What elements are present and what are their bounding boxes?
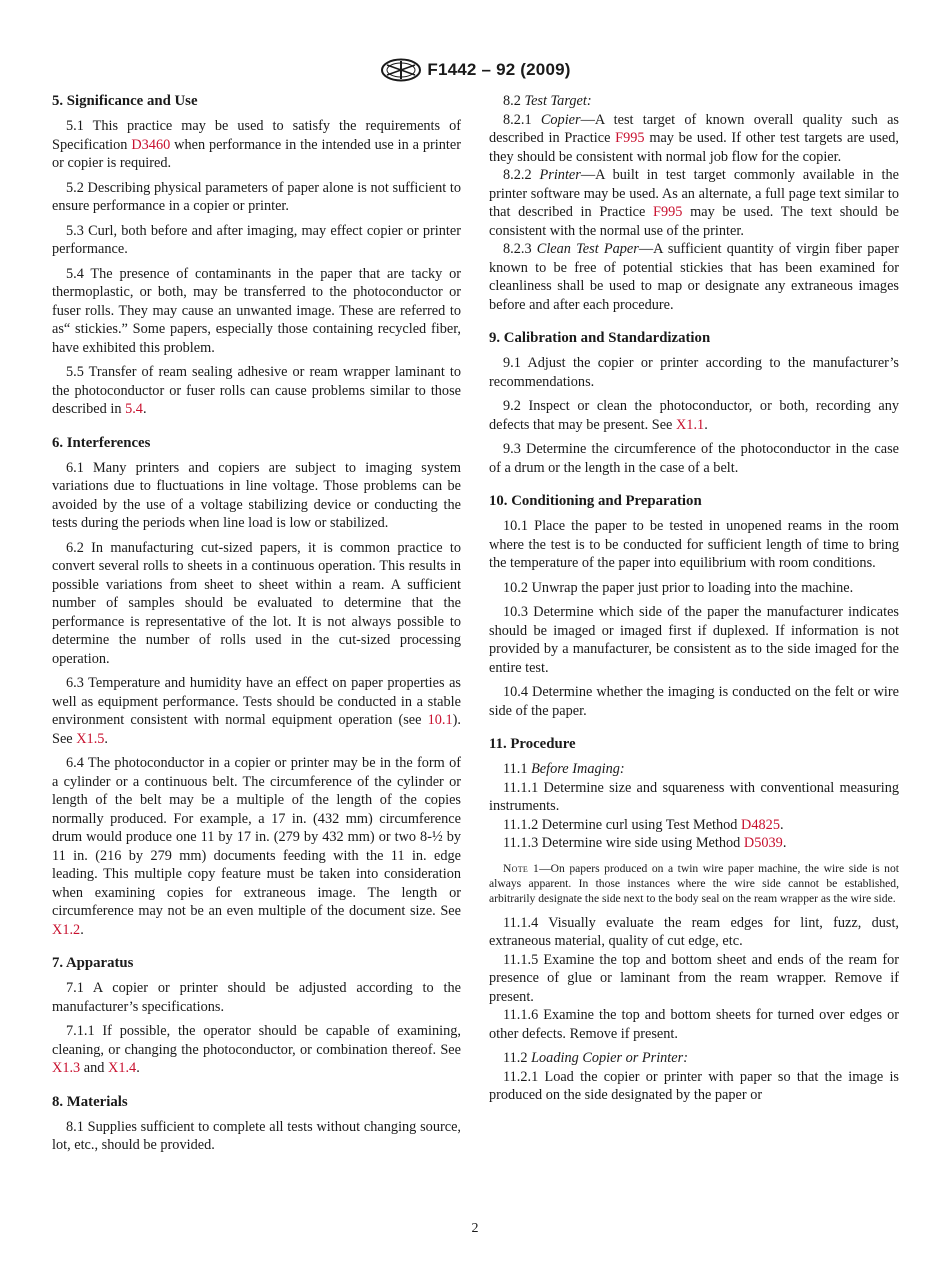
paragraph-10-3: 10.3 Determine which side of the paper the manufacturer indicates should be imaged or imaged first if duplexed. If information is not provided by a manufacturer, be consistent as to the side imaged for the entire test. xyxy=(489,604,899,676)
text: . xyxy=(136,1060,140,1076)
paragraph-8-2-1 xyxy=(489,111,899,167)
link-x1-4[interactable]: X1.4 xyxy=(108,1060,137,1076)
section-heading: 11. Procedure xyxy=(489,736,576,752)
text: 8.2.1 xyxy=(503,111,541,128)
section-8 xyxy=(52,1093,461,1155)
text: 5.5 Transfer of ream sealing adhesive or ream wrapper laminant to the photoconductor or fuser rolls can cause problems similar to those described in xyxy=(52,364,461,417)
text: may be used. The text should be consistent with the normal use of the printer. xyxy=(489,204,899,239)
section-heading: 10. Conditioning and Preparation xyxy=(489,493,702,509)
text: . xyxy=(704,416,708,433)
section-9 xyxy=(489,329,899,477)
italic-term: Loading Copier or Printer: xyxy=(531,1050,688,1066)
right-column xyxy=(489,92,899,1120)
text: —A test target of known overall quality such as described in Practice xyxy=(489,111,899,146)
paragraph-8-2-3 xyxy=(489,240,899,314)
text: . xyxy=(779,816,784,833)
page-number: 2 xyxy=(471,1221,479,1236)
paragraph-10-2: 10.2 Unwrap the paper just prior to loading into the machine. xyxy=(503,579,854,596)
link-d5039[interactable]: D5039 xyxy=(743,835,783,851)
astm-logo-icon xyxy=(379,58,423,82)
paragraph-11-1 xyxy=(489,760,899,779)
note-1 xyxy=(489,861,899,906)
text: 11.2 xyxy=(503,1050,532,1066)
link-x1-3[interactable]: X1.3 xyxy=(52,1060,81,1076)
link-f995[interactable]: F995 xyxy=(615,130,645,146)
text: . xyxy=(782,835,787,851)
text: and xyxy=(80,1060,108,1076)
section-8-continued xyxy=(489,92,899,314)
section-7 xyxy=(52,954,461,1078)
link-10-1[interactable]: 10.1 xyxy=(427,712,453,728)
paragraph-6-2: 6.2 In manufacturing cut-sized papers, it is common practice to convert several rolls to sheets in a continuous operation. This results in possible variations from sheet to sheet within a ream. A sufficient number of samples should be evaluated to determine that the performance is representative of the lot. It is not always possible to determine the number of rolls used in the cut-sized processing operation. xyxy=(52,539,461,667)
text: —A sufficient quantity of virgin fiber paper known to be free of potential stickies that has been examined for cleanliness shall be used to map or designate any extraneous images before and after each procedure. xyxy=(489,241,899,313)
link-5-4[interactable]: 5.4 xyxy=(125,401,143,417)
text: 11.1.3 Determine wire side using Method xyxy=(503,835,744,851)
paragraph-6-1: 6.1 Many printers and copiers are subject to imaging system variations due to fluctuations in line voltage. Those problems can be avoided by the use of a voltage stabilizing device or conducting the tests during the periods when line load is low or stabilized. xyxy=(52,459,461,531)
text: . xyxy=(104,730,108,747)
paragraph-5-3: 5.3 Curl, both before and after imaging, may effect copier or printer performance. xyxy=(52,222,461,257)
paragraph-5-2: 5.2 Describing physical parameters of paper alone is not sufficient to ensure performance in a copier or printer. xyxy=(52,179,461,214)
text: . xyxy=(142,401,147,417)
paragraph-11-1-1: 11.1.1 Determine size and squareness with conventional measuring instruments. xyxy=(489,779,899,814)
italic-term: Printer xyxy=(539,167,581,183)
paragraph-8-2-2 xyxy=(489,166,899,240)
paragraph-11-2 xyxy=(489,1049,899,1068)
paragraph-5-1 xyxy=(52,117,461,173)
paragraph-11-1-2 xyxy=(489,816,899,835)
link-d3460[interactable]: D3460 xyxy=(131,136,171,153)
note-label: Note 1 xyxy=(503,861,540,875)
section-heading: 9. Calibration and Standardization xyxy=(489,330,711,346)
text: . xyxy=(80,921,84,938)
text: 11.1.2 Determine curl using Test Method xyxy=(503,816,742,833)
text: 8.2.3 xyxy=(503,241,537,257)
text: 11.1 xyxy=(503,761,532,777)
paragraph-5-4: 5.4 The presence of contaminants in the paper that are tacky or thermoplastic, or both, may be transferred to the photoconductor or fuser rolls. They may cause an unwanted image. These are referred to as“ stickies.” Some papers, especially those containing recycled fiber, have exhibited this problem. xyxy=(52,265,461,356)
section-11 xyxy=(489,735,899,1105)
paragraph-6-4 xyxy=(52,754,461,939)
paragraph-9-1: 9.1 Adjust the copier or printer according to the manufacturer’s recommendations. xyxy=(489,355,899,390)
paragraph-11-1-3 xyxy=(489,834,899,853)
paragraph-7-1-1 xyxy=(52,1022,461,1078)
document-id: F1442 – 92 (2009) xyxy=(427,60,571,79)
link-d4825[interactable]: D4825 xyxy=(741,816,780,833)
section-heading: 5. Significance and Use xyxy=(52,93,198,109)
paragraph-7-1: 7.1 A copier or printer should be adjusted according to the manufacturer’s specifications. xyxy=(52,980,461,1015)
italic-term: Before Imaging: xyxy=(531,761,625,777)
italic-term: Test Target: xyxy=(524,93,592,109)
section-heading: 8. Materials xyxy=(52,1093,128,1110)
page-header xyxy=(0,58,950,82)
note-text: —On papers produced on a twin wire paper machine, the wire side is not always apparent. In those instances where the wire side cannot be established, arbitrarily designate the side next to the body seal on the ream wrapper as the wire side. xyxy=(489,861,899,905)
paragraph-5-5 xyxy=(52,363,461,419)
paragraph-10-1: 10.1 Place the paper to be tested in unopened reams in the room where the test is to be conducted for sufficient length of time to bring the temperature of the paper into equilibrium with room conditions. xyxy=(489,518,899,571)
paragraph-6-3 xyxy=(52,674,461,748)
italic-term: Clean Test Paper xyxy=(536,241,639,257)
section-heading: 7. Apparatus xyxy=(52,955,134,971)
section-10 xyxy=(489,492,899,720)
paragraph-10-4: 10.4 Determine whether the imaging is conducted on the felt or wire side of the paper. xyxy=(489,684,899,719)
paragraph-11-1-5: 11.1.5 Examine the top and bottom sheet and ends of the ream for presence of glue or laminant from the ream wrapper. Remove if present. xyxy=(489,951,899,1005)
link-x1-5[interactable]: X1.5 xyxy=(76,730,105,747)
italic-term: Copier xyxy=(540,111,581,128)
text: when performance in the intended use in a printer or copier is required. xyxy=(52,136,461,171)
section-6 xyxy=(52,434,461,940)
text: 7.1.1 If possible, the operator should be capable of examining, cleaning, or changing the photoconductor, or combination thereof. See xyxy=(52,1023,461,1058)
text: 8.2 xyxy=(503,93,525,109)
paragraph-9-3: 9.3 Determine the circumference of the photoconductor in the case of a drum or the length in the case of a belt. xyxy=(489,441,899,476)
paragraph-9-2 xyxy=(489,397,899,434)
text: 8.2.2 xyxy=(503,167,540,183)
text: 6.4 The photoconductor in a copier or printer may be in the form of a cylinder or a continuous belt. The circumference of the cylinder or length of the belt may be a multiple of the length of the copies normally produced. For example, a 17 in. (432 mm) circumference drum would produce one 11 by 17 in. (279 by 432 mm) or two 8-½ by 11 in. (216 by 279 mm) documents feeding with the 11 in. edge leading. This multiple copy feature must be taken into consideration when examining copies for extraneous image. The length or circumference may not be an even multiple of the document size. See xyxy=(52,755,461,919)
link-x1-2[interactable]: X1.2 xyxy=(52,921,81,938)
link-x1-1[interactable]: X1.1 xyxy=(675,416,705,433)
left-column xyxy=(52,92,461,1170)
paragraph-8-2 xyxy=(489,92,899,111)
section-heading: 6. Interferences xyxy=(52,434,151,451)
text: —A built in test target commonly available in the printer software may be used. As an alternate, a full page text similar to that described in Practice xyxy=(489,167,899,220)
paragraph-11-1-6: 11.1.6 Examine the top and bottom sheets for turned over edges or other defects. Remove if present. xyxy=(489,1007,899,1042)
text: 6.3 Temperature and humidity have an effect on paper properties as well as equipment performance. Tests should be conducted in a stable environment consistent with normal equipment operation (see xyxy=(52,675,461,728)
text: ). See xyxy=(52,712,461,747)
paragraph-8-1: 8.1 Supplies sufficient to complete all tests without changing source, lot, etc., should be provided. xyxy=(52,1118,461,1153)
link-f995[interactable]: F995 xyxy=(653,204,683,220)
paragraph-11-1-4: 11.1.4 Visually evaluate the ream edges for lint, fuzz, dust, extraneous material, quality of cut edge, etc. xyxy=(489,914,899,949)
text: 9.2 Inspect or clean the photoconductor, or both, recording any defects that may be present. See xyxy=(489,398,899,433)
section-5 xyxy=(52,92,461,419)
text: 5.1 This practice may be used to satisfy the requirements of Specification xyxy=(52,118,461,153)
text: may be used. If other test targets are used, they should be consistent with normal job flow for the copier. xyxy=(489,130,899,165)
paragraph-11-2-1: 11.2.1 Load the copier or printer with paper so that the image is produced on the side designated by the paper or xyxy=(489,1068,899,1103)
